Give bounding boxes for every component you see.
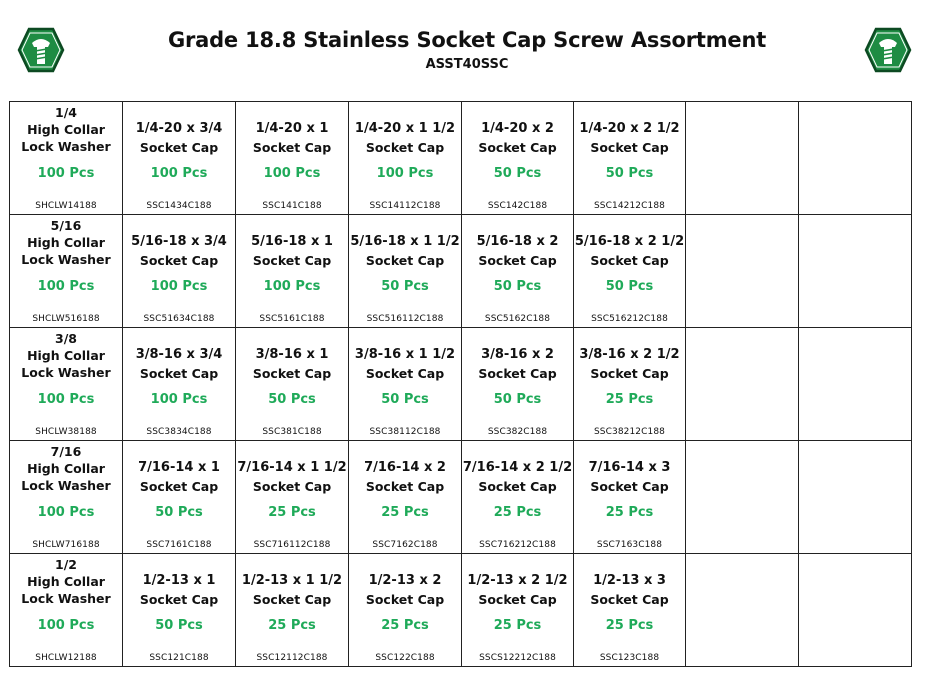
quantity-label: 50 Pcs: [381, 392, 429, 407]
washer-line1: High Collar: [27, 574, 105, 589]
screw-size: 5/16-18 x 1: [251, 234, 333, 249]
part-number: SSC516212C188: [591, 314, 668, 324]
washer-size: 5/16: [50, 218, 82, 233]
quantity-label: 25 Pcs: [381, 505, 429, 520]
screw-cell: [236, 102, 349, 215]
quantity-label: 25 Pcs: [493, 618, 542, 633]
part-number: SSC716212C188: [479, 540, 556, 550]
part-number: SSC12112C188: [256, 653, 328, 663]
washer-size: 1/4: [55, 105, 77, 120]
washer-line2: Lock Washer: [21, 252, 111, 267]
part-number: SHCLW716188: [32, 540, 100, 550]
screw-type: Socket Cap: [252, 592, 332, 607]
part-number: SSC38212C188: [593, 427, 665, 437]
screw-size: 5/16-18 x 1 1/2: [350, 234, 460, 249]
part-number: SSC141C188: [262, 201, 322, 211]
washer-cell: [10, 328, 123, 441]
quantity-label: 100 Pcs: [37, 166, 95, 181]
screw-size: 3/8-16 x 2 1/2: [579, 347, 680, 362]
quantity-label: 25 Pcs: [605, 618, 654, 633]
screw-cell: [462, 554, 574, 667]
quantity-label: 25 Pcs: [605, 392, 654, 407]
screw-size: 7/16-14 x 2: [364, 460, 446, 475]
washer-size: 7/16: [50, 444, 82, 459]
part-number: SSC5161C188: [259, 314, 325, 324]
screw-size: 7/16-14 x 2 1/2: [462, 460, 573, 475]
part-number: SHCLW38188: [35, 427, 97, 437]
quantity-label: 50 Pcs: [155, 618, 203, 633]
part-number: SSC716112C188: [253, 540, 331, 550]
screw-size: 5/16-18 x 2: [476, 234, 559, 249]
quantity-label: 25 Pcs: [268, 618, 316, 633]
empty-cell: [799, 102, 912, 215]
screw-cell: [236, 215, 349, 328]
screw-type: Socket Cap: [590, 592, 669, 607]
quantity-label: 25 Pcs: [268, 505, 316, 520]
washer-cell: [10, 554, 123, 667]
washer-line1: High Collar: [27, 348, 105, 363]
screw-type: Socket Cap: [365, 140, 445, 155]
empty-cell: [686, 215, 799, 328]
quantity-label: 25 Pcs: [381, 618, 429, 633]
washer-cell: [10, 102, 123, 215]
part-number: SSC7161C188: [146, 540, 212, 550]
screw-type: Socket Cap: [478, 592, 557, 607]
part-number: SSC51634C188: [143, 314, 215, 324]
screw-type: Socket Cap: [478, 479, 557, 494]
part-number: SSC142C188: [487, 201, 548, 211]
screw-size: 5/16-18 x 3/4: [131, 234, 227, 249]
quantity-label: 100 Pcs: [150, 392, 208, 407]
screw-type: Socket Cap: [478, 140, 557, 155]
empty-cell: [686, 441, 799, 554]
screw-size: 7/16-14 x 1 1/2: [237, 460, 347, 475]
washer-description: [10, 104, 122, 155]
screw-size: 7/16-14 x 3: [588, 460, 671, 475]
empty-cell: [686, 328, 799, 441]
screw-size: 3/8-16 x 1 1/2: [354, 347, 456, 362]
screw-type: Socket Cap: [590, 479, 669, 494]
grid-row: [10, 554, 912, 667]
washer-line1: High Collar: [27, 122, 105, 137]
empty-cell: [686, 554, 799, 667]
screw-size: 1/4-20 x 1 1/2: [354, 121, 456, 136]
part-number: SSC14112C188: [369, 201, 441, 211]
screw-cell: [236, 554, 349, 667]
part-number: SSC7163C188: [596, 540, 663, 550]
screw-size: 7/16-14 x 1: [138, 460, 220, 475]
quantity-label: 100 Pcs: [150, 279, 208, 294]
part-number: SSC38112C188: [369, 427, 441, 437]
part-number: SHCLW14188: [35, 201, 97, 211]
screw-size: 3/8-16 x 2: [481, 347, 554, 362]
washer-line1: High Collar: [27, 235, 105, 250]
quantity-label: 50 Pcs: [493, 279, 542, 294]
screw-size: 1/2-13 x 2: [368, 573, 442, 588]
quantity-label: 25 Pcs: [605, 505, 654, 520]
washer-size: 1/2: [55, 557, 77, 572]
screw-size: 1/2-13 x 1 1/2: [241, 573, 343, 588]
screw-cell: [349, 215, 462, 328]
screw-cell: [349, 102, 462, 215]
part-number: SSC123C188: [599, 653, 660, 663]
washer-cell: [10, 441, 123, 554]
quantity-label: 100 Pcs: [37, 392, 95, 407]
quantity-label: 50 Pcs: [605, 166, 654, 181]
screw-type: Socket Cap: [252, 366, 332, 381]
page-title: Grade 18.8 Stainless Socket Cap Screw Assortment: [167, 28, 767, 52]
screw-type: Socket Cap: [252, 479, 332, 494]
screw-size: 1/4-20 x 1: [255, 121, 329, 136]
part-number: SHCLW12188: [35, 653, 97, 663]
screw-size: 3/8-16 x 1: [255, 347, 329, 362]
washer-line1: High Collar: [27, 461, 105, 476]
screw-cell: [574, 102, 686, 215]
screw-cell: [574, 554, 686, 667]
screw-type: Socket Cap: [365, 479, 445, 494]
quantity-label: 100 Pcs: [263, 166, 321, 181]
empty-cell: [686, 102, 799, 215]
screw-cell: [123, 554, 236, 667]
part-number: SSC7162C188: [372, 540, 438, 550]
quantity-label: 50 Pcs: [155, 505, 203, 520]
screw-cell: [349, 441, 462, 554]
part-number: SSC5162C188: [484, 314, 551, 324]
screw-type: Socket Cap: [478, 253, 557, 268]
screw-cell: [574, 441, 686, 554]
quantity-label: 50 Pcs: [605, 279, 654, 294]
quantity-label: 25 Pcs: [493, 505, 542, 520]
washer-description: [10, 556, 122, 607]
screw-cell: [123, 441, 236, 554]
quantity-label: 50 Pcs: [493, 392, 542, 407]
screw-type: Socket Cap: [139, 140, 219, 155]
screw-size: 1/2-13 x 2 1/2: [467, 573, 568, 588]
empty-cell: [799, 554, 912, 667]
washer-description: [10, 443, 122, 494]
screw-type: Socket Cap: [252, 140, 332, 155]
empty-cell: [799, 441, 912, 554]
screw-size: 3/8-16 x 3/4: [135, 347, 223, 362]
screw-cell: [462, 328, 574, 441]
screw-cell: [574, 328, 686, 441]
screw-type: Socket Cap: [252, 253, 332, 268]
screw-size: 5/16-18 x 2 1/2: [574, 234, 685, 249]
quantity-label: 100 Pcs: [263, 279, 321, 294]
assortment-grid: [9, 101, 912, 667]
grid-row: [10, 215, 912, 328]
screw-cell: [462, 441, 574, 554]
quantity-label: 50 Pcs: [268, 392, 316, 407]
screw-type: Socket Cap: [478, 366, 557, 381]
grid-row: [10, 328, 912, 441]
screw-cell: [349, 328, 462, 441]
part-number: SSC14212C188: [593, 201, 665, 211]
screw-size: 1/2-13 x 3: [593, 573, 666, 588]
screw-cell: [236, 328, 349, 441]
screw-cell: [236, 441, 349, 554]
screw-type: Socket Cap: [139, 366, 219, 381]
screw-cell: [123, 328, 236, 441]
quantity-label: 100 Pcs: [376, 166, 434, 181]
washer-description: [10, 330, 122, 381]
part-number: SSC1434C188: [146, 201, 212, 211]
part-number: SSC382C188: [487, 427, 548, 437]
screw-size: 1/4-20 x 2: [481, 121, 554, 136]
grid-row: [10, 441, 912, 554]
part-number: SSC381C188: [262, 427, 322, 437]
part-number: SSC3834C188: [146, 427, 212, 437]
screw-cell: [123, 102, 236, 215]
washer-description: [10, 217, 122, 268]
screw-cell: [349, 554, 462, 667]
screw-type: Socket Cap: [365, 366, 445, 381]
quantity-label: 100 Pcs: [150, 166, 208, 181]
washer-line2: Lock Washer: [21, 365, 111, 380]
product-code: ASST40SSC: [425, 57, 509, 72]
washer-line2: Lock Washer: [21, 139, 111, 154]
quantity-label: 100 Pcs: [37, 505, 95, 520]
screw-type: Socket Cap: [365, 592, 445, 607]
screw-cell: [574, 215, 686, 328]
screw-size: 1/2-13 x 1: [142, 573, 216, 588]
screw-type: Socket Cap: [590, 253, 669, 268]
screw-size: 1/4-20 x 2 1/2: [579, 121, 680, 136]
washer-line2: Lock Washer: [21, 591, 111, 606]
screw-type: Socket Cap: [365, 253, 445, 268]
screw-type: Socket Cap: [139, 253, 219, 268]
quantity-label: 50 Pcs: [381, 279, 429, 294]
part-number: SSCS12212C188: [479, 653, 556, 663]
washer-size: 3/8: [55, 331, 77, 346]
washer-cell: [10, 215, 123, 328]
screw-cell: [123, 215, 236, 328]
quantity-label: 100 Pcs: [37, 618, 95, 633]
screw-size: 1/4-20 x 3/4: [135, 121, 223, 136]
screw-type: Socket Cap: [139, 479, 219, 494]
part-number: SSC121C188: [149, 653, 209, 663]
part-number: SHCLW516188: [32, 314, 100, 324]
part-number: SSC122C188: [375, 653, 435, 663]
part-number: SSC516112C188: [366, 314, 444, 324]
washer-line2: Lock Washer: [21, 478, 111, 493]
quantity-label: 100 Pcs: [37, 279, 95, 294]
quantity-label: 50 Pcs: [493, 166, 542, 181]
grid-row: [10, 102, 912, 215]
screw-type: Socket Cap: [590, 140, 669, 155]
empty-cell: [799, 328, 912, 441]
empty-cell: [799, 215, 912, 328]
screw-cell: [462, 102, 574, 215]
screw-type: Socket Cap: [139, 592, 219, 607]
screw-cell: [462, 215, 574, 328]
screw-type: Socket Cap: [590, 366, 669, 381]
